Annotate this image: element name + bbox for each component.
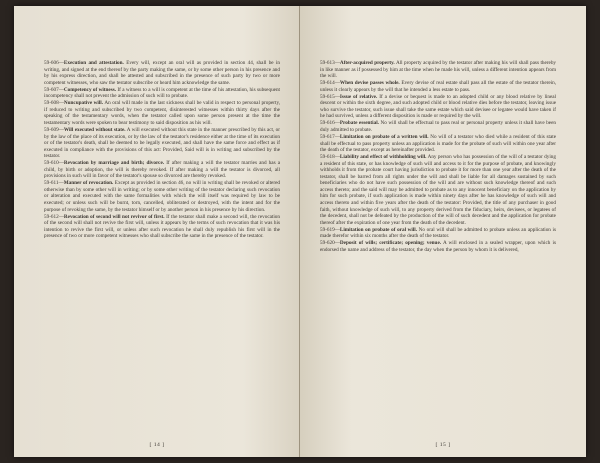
section-number: 59-613 <box>320 60 335 66</box>
section-body: If a witness to a will is competent at the time of his attestation, his subsequent incompetency shall not prevent the admission of such will to probate. <box>44 86 281 100</box>
section: 59-614—When devise passes whole. Every devise of real estate shall pass all the estate of the testator therein, unless it clearly appears by the will that he intended a less estate to pass. <box>320 80 556 93</box>
book-spread <box>14 6 586 457</box>
section-title: Manner of revocation. <box>63 180 114 187</box>
section-body: A will enclosed in a sealed wrapper, upon which is endorsed the name and address of the testator, the day when the person by whom it is delivered, <box>320 240 556 253</box>
section-body: No oral will shall be admitted to probate unless an application is made therefor within six months after the death of the testator. <box>320 226 556 240</box>
section-title: Deposit of wills; certificate; opening; venue. <box>339 240 442 247</box>
right-page <box>300 6 586 457</box>
section-title: Limitation on probate of oral will. <box>339 226 418 233</box>
section-body: No will shall be effectual to pass real or personal property unless it shall have been duly admitted to probate. <box>320 120 556 133</box>
section-title: When devise passes whole. <box>339 80 400 87</box>
section-number: 59-617 <box>320 134 335 141</box>
section-title: Liability and effect of withholding will. <box>339 154 427 161</box>
section: 59-620—Deposit of wills; certificate; opening; venue. A will enclosed in a sealed wrapper, upon which is endorsed the name and address of the testator, the day when the person by whom it is delivered, <box>320 240 556 253</box>
section-body: No will of a testator who died while a resident of this state shall be effectual to pass property unless an application is made for the probate of such will within one year after the death of the testator, except as hereinafter provided. <box>320 134 556 154</box>
section: 59-611—Manner of revocation. Except as provided in section 46, no will in writing shall be revoked or altered otherwise than by some other will in writing; or by some other writing of the testator declaring such revocation or alteration and executed with the same formalities with which the will itself was required by law to be executed; or unless such will be burnt, torn, cancelled, obliterated or destroyed, with the intent and for the purpose of revoking the same, by the testator himself or by another person in his presence by his direction. <box>44 180 280 213</box>
section: 59-610—Revocation by marriage and birth; divorce. If after making a will the testator marries and has a child, by birth or adoption, the will is thereby revoked. If after making a will the testator is divorced, all provisions in such will in favor of the testator's spouse so divorced are thereby revoked. <box>44 160 281 180</box>
section-title: Revocation of second will not revivor of first. <box>63 213 165 220</box>
section-body: If a devise or bequest is made to an adopted child or any blood relative by lineal descent or within the sixth degree, and such adopted child or blood relative dies before the testator, leaving issue who survive the testator, such issue shall take the same estate which said devisee or legatee would have taken if he had survived, unless a different disposition is made or required by the will. <box>320 93 556 120</box>
section-body: Any person who has possession of the will of a testator dying a resident of this state, or has knowledge of such will and access to it for the purpose of probate, and knowingly withholds it from the probate court having jurisdiction to probate it for more than one year after the death of the testator, shall be barred from all rights under the will and shall be liable for all damages sustained by such beneficiaries who do not have such possession of the will and are without such knowledge thereof and such access thereto; and the said will may be admitted to probate as to any innocent beneficiary on the application by him for such probate, if such application is made within ninety days after he has knowledge of such will and access thereto and within five years after the death of the testator: Provided, the title of any purchaser in good faith, without knowledge of such will, to any property derived from the fiduciary, heirs, devisees, or legatees of the decedent, shall not be defeated by the production of the will of such decedent and the application for probate thereof after the expiration of one year from the death of the decedent. <box>320 154 556 226</box>
section-body: An oral will made in the last sickness shall be valid in respect to personal property, if reduced to writing and subscribed by two competent, disinterested witnesses within thirty days after the speaking of the testamentary words, when the testator called upon some person present at the time the testamentary words were spoken to bear testimony to said disposition as his will. <box>44 100 280 126</box>
section-number: 59-610 <box>44 160 59 167</box>
section-number: 59-615 <box>320 93 335 100</box>
section-body: If the testator shall make a second will, the revocation of the second will shall not revive the first will, unless it appears by the terms of such revocation that it was his intention to revive the first will, or unless after such revocation he shall duly republish his first will in the presence of two or more competent witnesses who shall subscribe the same in the presence of the testator. <box>44 213 280 240</box>
section-number: 59-620 <box>320 240 335 247</box>
section-number: 59-611 <box>44 180 59 187</box>
section-title: Execution and attestation. <box>63 60 124 66</box>
section: 59-616—Probate essential. No will shall be effectual to pass real or personal property unless it shall have been duly admitted to probate. <box>320 120 556 133</box>
section: 59-618—Liability and effect of withholding will. Any person who has possession of the will of a testator dying a resident of this state, or has knowledge of such will and access to it for the purpose of probate, and knowingly withholds it from the probate court having jurisdiction to probate it for more than one year after the death of the testator, shall be barred from all rights under the will and shall be liable for all damages sustained by such beneficiaries who do not have such possession of the will and are without such knowledge thereof and such access thereto; and the said will may be admitted to probate as to any innocent beneficiary on the application by him for such probate, if such application is made within ninety days after he has knowledge of such will and access thereto and within five years after the death of the testator: Provided, the title of any purchaser in good faith, without knowledge of such will, to any property derived from the fiduciary, heirs, devisees, or legatees of the decedent, shall not be defeated by the production of the will of such decedent and the application for probate thereof after the expiration of one year from the death of the decedent. <box>320 154 556 226</box>
left-page <box>14 6 300 457</box>
section-body: A will executed without this state in the manner prescribed by this act, or by the law of the place of its execution, or by the law of the testator's residence either at the time of its execution or of the testator's death, shall be deemed to be legally executed, and shall have the same force and effect as if executed in compliance with the provisions of this act: Provided, Said will is in writing and subscribed by the testator. <box>44 126 280 160</box>
page-number: [ 15 ] <box>435 442 451 448</box>
section: 59-606—Execution and attestation. Every will, except an oral will as provided in section 44, shall be in writing, and signed at the end thereof by the party making the same, or by some other person in his presence and by his express direction, and shall be attested and subscribed in the presence of such party by two or more competent witnesses, who saw the testator subscribe or heard him acknowledge the same. <box>44 60 280 86</box>
section-number: 59-619 <box>320 226 335 233</box>
section: 59-608—Nuncupative will. An oral will made in the last sickness shall be valid in respect to personal property, if reduced to writing and subscribed by two competent, disinterested witnesses within thirty days after the speaking of the testamentary words, when the testator called upon some person present at the time the testamentary words were spoken to bear testimony to said disposition as his will. <box>44 100 280 126</box>
section-body: Every will, except an oral will as provided in section 44, shall be in writing, and signed at the end thereof by the party making the same, or by some other person in his presence and by his express direction, and shall be attested and subscribed in the presence of such party by two or more competent witnesses, who saw the testator subscribe or heard him acknowledge the same. <box>44 60 280 86</box>
section-number: 59-612 <box>44 213 59 220</box>
section: 59-609—Will executed without state. A will executed without this state in the manner prescribed by this act, or by the law of the place of its execution, or by the law of the testator's residence either at the time of its execution or of the testator's death, shall be deemed to be legally executed, and shall have the same force and effect as if executed in compliance with the provisions of this act: Provided, Said will is in writing and subscribed by the testator. <box>44 126 280 160</box>
left-page-text <box>44 60 280 240</box>
section-title: Issue of relative. <box>339 93 378 100</box>
section-title: Revocation by marriage and birth; divorce. <box>63 160 165 167</box>
page-number: [ 14 ] <box>149 442 165 448</box>
section: 59-615—Issue of relative. If a devise or bequest is made to an adopted child or any blood relative by lineal descent or within the sixth degree, and such adopted child or blood relative dies before the testator, leaving issue who survive the testator, such issue shall take the same estate which said devisee or legatee would have taken if he had survived, unless a different disposition is made or required by the will. <box>320 93 556 120</box>
section-body: If after making a will the testator marries and has a child, by birth or adoption, the will is thereby revoked. If after making a will the testator is divorced, all provisions in such will in favor of the testator's spouse so divorced are thereby revoked. <box>44 160 281 180</box>
section: 59-607—Competency of witness. If a witness to a will is competent at the time of his attestation, his subsequent incompetency shall not prevent the admission of such will to probate. <box>44 86 281 100</box>
section: 59-612—Revocation of second will not revivor of first. If the testator shall make a second will, the revocation of the second will shall not revive the first will, unless it appears by the terms of such revocation that it was his intention to revive the first will, or unless after such revocation he shall duly republish his first will in the presence of two or more competent witnesses who shall subscribe the same in the presence of the testator. <box>44 213 280 240</box>
section-number: 59-608 <box>44 100 59 107</box>
right-page-text <box>320 60 556 254</box>
section-number: 59-607 <box>44 86 59 93</box>
section-title: Will executed without state. <box>63 126 126 133</box>
section-number: 59-618 <box>320 154 335 161</box>
section-body: Except as provided in section 46, no will in writing shall be revoked or altered otherwise than by some other will in writing; or by some other writing of the testator declaring such revocation or alteration and executed with the same formalities with which the will itself was required by law to be executed; or unless such will be burnt, torn, cancelled, obliterated or destroyed, with the intent and for the purpose of revoking the same, by the testator himself or by another person in his presence by his direction. <box>44 180 280 213</box>
section-title: Nuncupative will. <box>63 100 104 107</box>
section-number: 59-616 <box>320 120 335 127</box>
section: 59-617—Limitation on probate of a written will. No will of a testator who died while a resident of this state shall be effectual to pass property unless an application is made for the probate of such will within one year after the death of the testator, except as hereinafter provided. <box>320 134 556 154</box>
section: 59-619—Limitation on probate of oral will. No oral will shall be admitted to probate unless an application is made therefor within six months after the death of the testator. <box>320 226 556 240</box>
section-body: Every devise of real estate shall pass all the estate of the testator therein, unless it clearly appears by the will that he intended a less estate to pass. <box>320 80 556 93</box>
section-body: All property acquired by the testator after making his will shall pass thereby in like manner as if possessed by him at the time when he made his will, unless a different intention appears from the will. <box>320 60 557 80</box>
section-title: Probate essential. <box>339 120 379 127</box>
section: 59-613—After-acquired property. All property acquired by the testator after making his will shall pass thereby in like manner as if possessed by him at the time when he made his will, unless a different intention appears from the will. <box>320 60 557 80</box>
section-title: Limitation on probate of a written will. <box>339 134 429 141</box>
section-title: Competency of witness. <box>63 86 117 93</box>
section-number: 59-609 <box>44 126 59 133</box>
section-number: 59-606 <box>44 60 59 66</box>
section-number: 59-614 <box>320 80 335 87</box>
section-title: After-acquired property. <box>339 60 395 66</box>
